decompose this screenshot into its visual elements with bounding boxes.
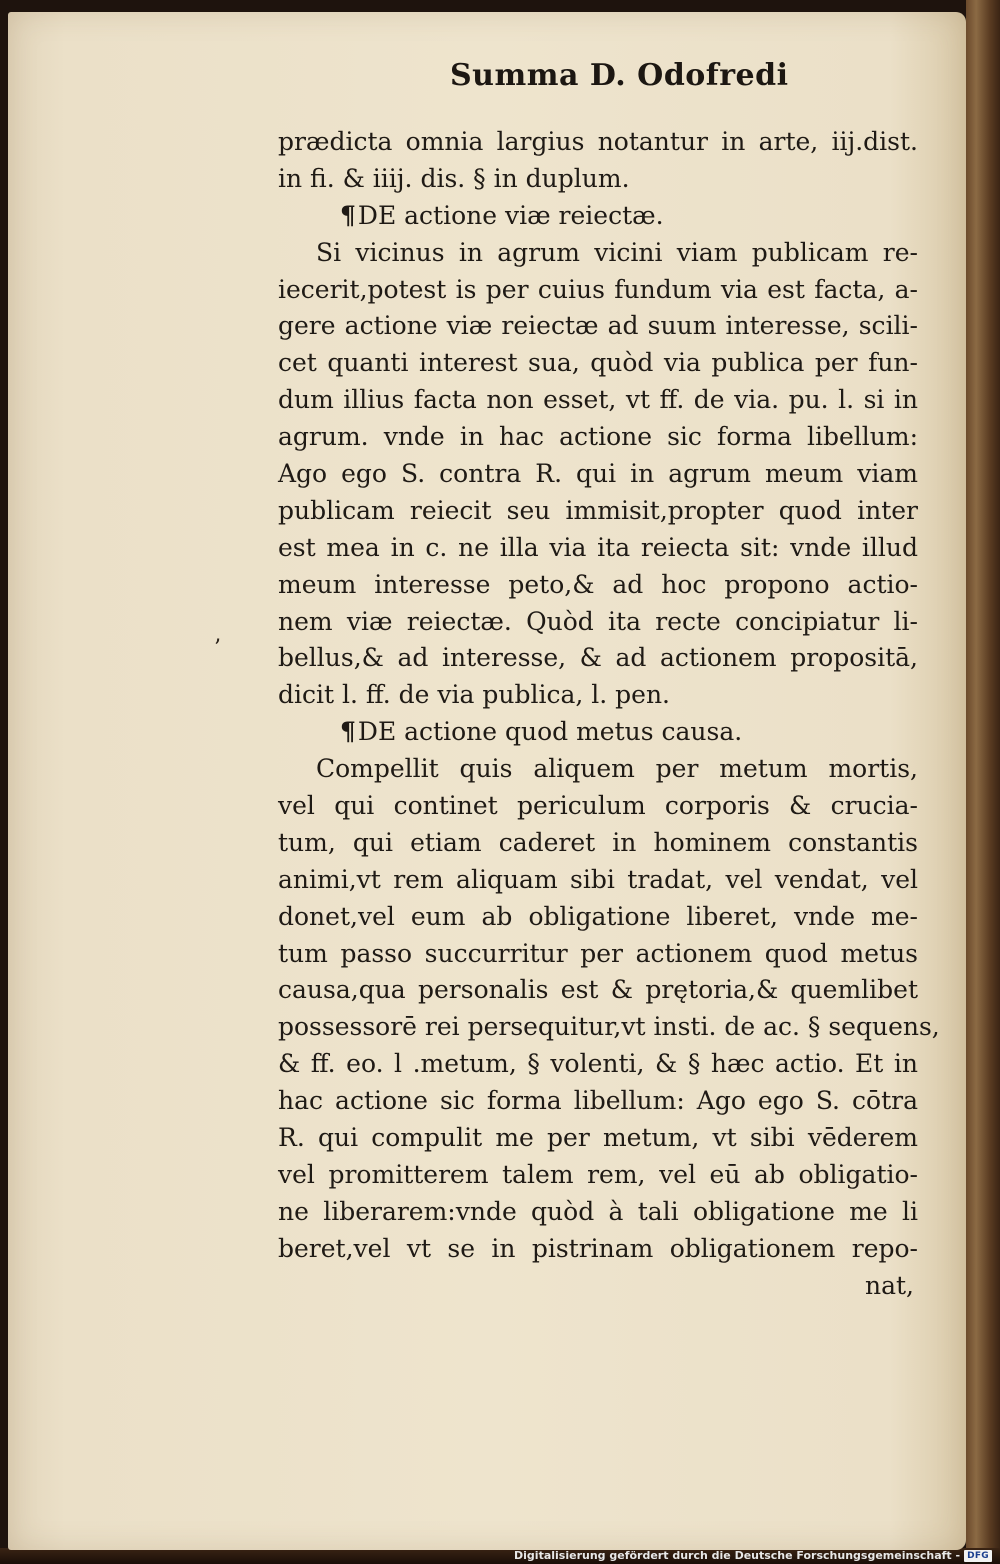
text-line: hac actione sic forma libellum: Ago ego S. cōtra xyxy=(278,1086,918,1116)
dfg-logo-icon: DFG xyxy=(964,1550,992,1562)
text-line: agrum. vnde in hac actione sic forma libellum: xyxy=(278,422,918,452)
text-line: in fi. & iiij. dis. § in duplum. xyxy=(278,163,630,193)
text-line: gere actione viæ reiectæ ad suum interesse, scili- xyxy=(278,311,918,341)
text-line: Ago ego S. contra R. qui in agrum meum viam xyxy=(278,459,918,489)
text-line: vel promitterem talem rem, vel eū ab obligatio- xyxy=(278,1159,918,1189)
pilcrow-icon: ¶ xyxy=(340,717,356,747)
pilcrow-icon: ¶ xyxy=(340,200,356,230)
text-line: dum illius facta non esset, vt ff. de via. pu. l. si in xyxy=(278,385,918,415)
text-line: publicam reiecit seu immisit,propter quod inter xyxy=(278,495,918,525)
text-line: & ff. eo. l .metum, § volenti, & § hæc actio. Et in xyxy=(278,1049,918,1079)
text-line: prædicta omnia largius notantur in arte, iij.dist. xyxy=(278,127,918,156)
text-line: tum passo succurritur per actionem quod metus xyxy=(278,938,918,968)
text-line: Si vicinus in agrum vicini viam publicam re- xyxy=(316,237,918,267)
text-line: causa,qua personalis est & prętoria,& quemlibet xyxy=(278,975,918,1005)
text-line: R. qui compulit me per metum, vt sibi vēderem xyxy=(278,1123,918,1153)
text-line: vel qui continet periculum corporis & crucia- xyxy=(278,791,918,821)
book-edge-right xyxy=(966,0,1000,1564)
text-line: nem viæ reiectæ. Quòd ita recte concipiatur li- xyxy=(278,606,918,636)
text-line: donet,vel eum ab obligatione liberet, vnde me- xyxy=(278,901,918,931)
text-line: iecerit,potest is per cuius fundum via est facta, a- xyxy=(278,274,918,304)
text-line: cet quanti interest sua, quòd via publica per fun- xyxy=(278,348,918,378)
text-line: animi,vt rem aliquam sibi tradat, vel vendat, vel xyxy=(278,864,918,894)
section-heading-text: DE actione viæ reiectæ. xyxy=(357,200,664,230)
text-line: ne liberarem:vnde quòd à tali obligatione me li xyxy=(278,1196,918,1226)
body-text xyxy=(278,124,940,1305)
section-heading xyxy=(278,714,918,751)
section-heading-text: DE actione quod metus causa. xyxy=(357,717,743,747)
running-head: Summa D. Odofredi xyxy=(450,58,789,93)
text-line: bellus,& ad interesse, & ad actionem propositā, xyxy=(278,643,918,673)
text-line: tum, qui etiam caderet in hominem constantis xyxy=(278,827,918,857)
text-line: meum interesse peto,& ad hoc propono actio- xyxy=(278,569,918,599)
text-line: beret,vel vt se in pistrinam obligationem repo- xyxy=(278,1233,918,1263)
section-heading xyxy=(278,198,918,235)
text-line: Compellit quis aliquem per metum mortis, xyxy=(316,754,918,784)
footer-credit xyxy=(514,1549,992,1562)
text-line: est mea in c. ne illa via ita reiecta sit: vnde illud xyxy=(278,532,918,562)
catchword: nat, xyxy=(865,1270,914,1300)
margin-mark: ’ xyxy=(214,636,221,661)
footer-text: Digitalisierung gefördert durch die Deutsche Forschungsgemeinschaft - xyxy=(514,1549,961,1562)
text-line: dicit l. ff. de via publica, l. pen. xyxy=(278,680,670,710)
text-line: possessorē rei persequitur,vt insti. de ac. § sequens, xyxy=(278,1012,940,1042)
